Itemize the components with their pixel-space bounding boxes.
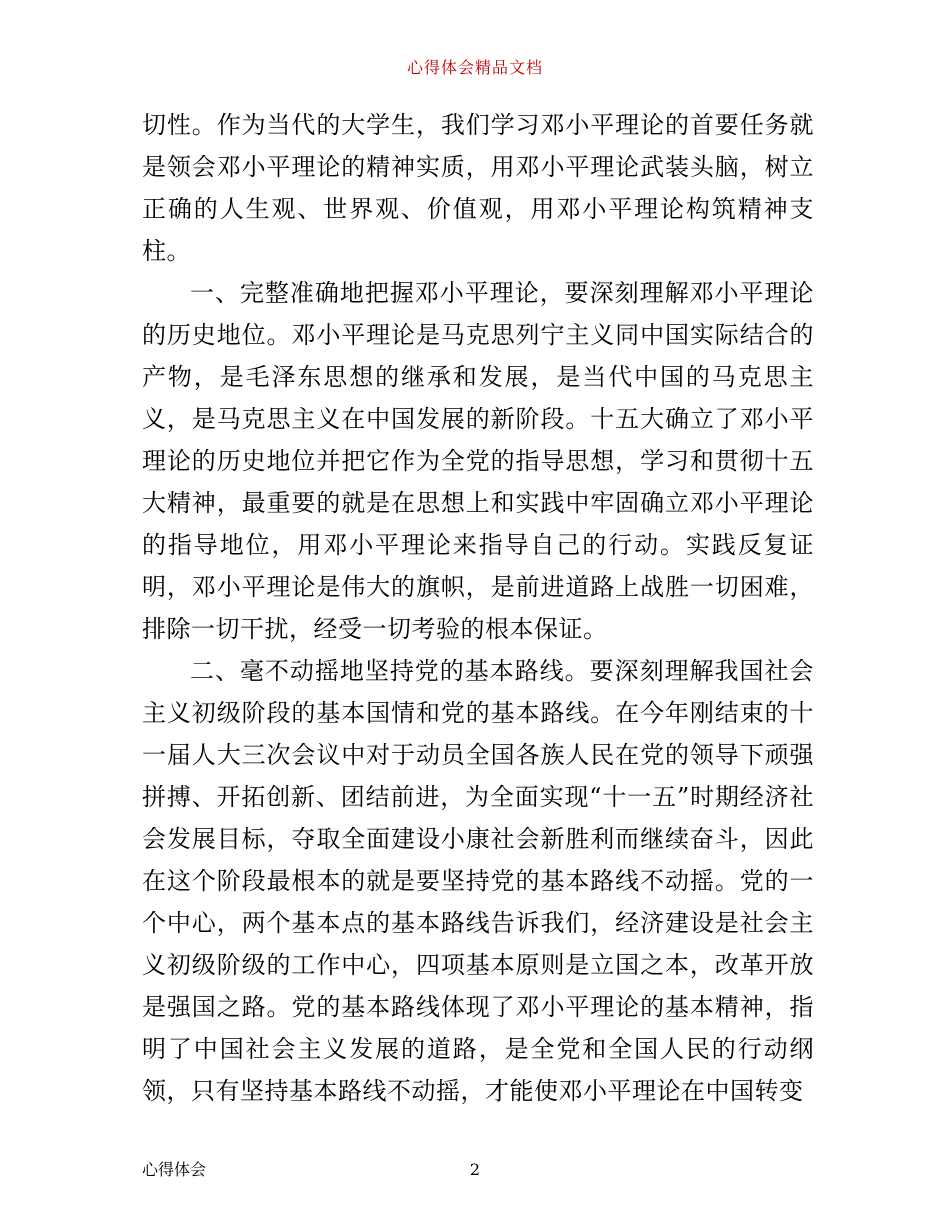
paragraph-section-two: 二、毫不动摇地坚持党的基本路线。要深刻理解我国社会主义初级阶段的基本国情和党的基本路线。在今年刚结束的十一届人大三次会议中对于动员全国各族人民在党的领导下顽强拼搏、开拓创新、团结前进，为全面实现“十一五”时期经济社会发展目标，夺取全面建设小康社会新胜利而继续奋斗，因此在这个阶段最根本的就是要坚持党的基本路线不动摇。党的一个中心，两个基本点的基本路线告诉我们，经济建设是社会主义初级阶级的工作中心，四项基本原则是立国之本，改革开放是强国之路。党的基本路线体现了邓小平理论的基本精神，指明了中国社会主义发展的道路，是全党和全国人民的行动纲领，只有坚持基本路线不动摇，才能使邓小平理论在中国转变 <box>142 657 814 1105</box>
paragraph-section-one: 一、完整准确地把握邓小平理论，要深刻理解邓小平理论的历史地位。邓小平理论是马克思列宁主义同中国实际结合的产物，是毛泽东思想的继承和发展，是当代中国的马克思主义，是马克思主义在中国发展的新阶段。十五大确立了邓小平理论的历史地位并把它作为全党的指导思想，学习和贯彻十五大精神，最重要的就是在思想上和实践中牢固确立邓小平理论的指导地位，用邓小平理论来指导自己的行动。实践反复证明，邓小平理论是伟大的旗帜，是前进道路上战胜一切困难，排除一切干扰，经受一切考验的根本保证。 <box>142 279 814 643</box>
document-body <box>142 104 814 1112</box>
page-number: 2 <box>469 1160 481 1179</box>
paragraph-continuation: 切性。作为当代的大学生，我们学习邓小平理论的首要任务就是领会邓小平理论的精神实质，用邓小平理论武装头脑，树立正确的人生观、世界观、价值观，用邓小平理论构筑精神支柱。 <box>142 111 814 265</box>
document-header-title: 心得体会精品文档 <box>406 58 543 77</box>
footer-label: 心得体会 <box>142 1160 207 1179</box>
